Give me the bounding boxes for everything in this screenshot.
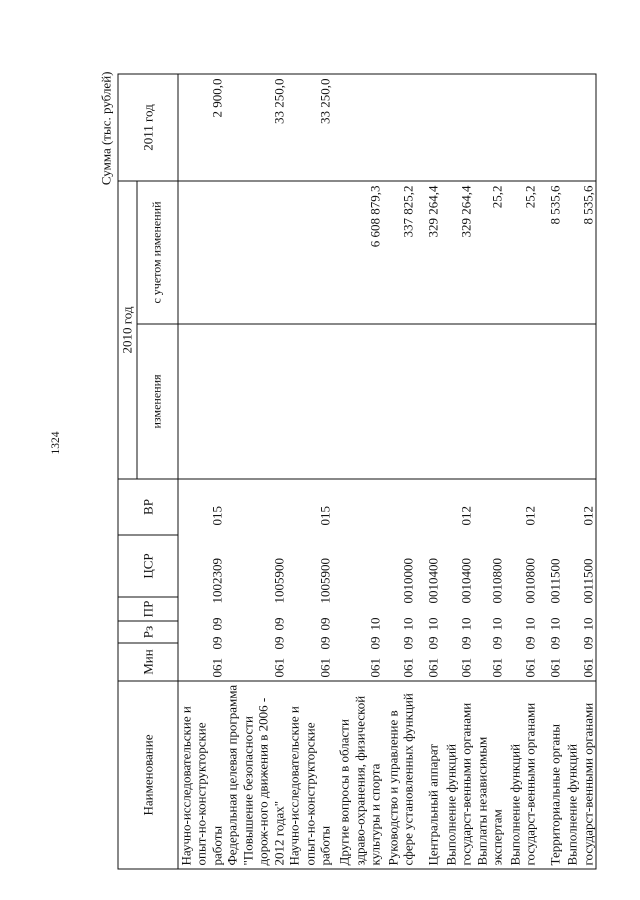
table-body xyxy=(178,74,597,869)
row-vr: 015 xyxy=(317,506,333,526)
row-vr xyxy=(271,501,287,526)
row-rz: 09 xyxy=(547,636,563,650)
row-changes xyxy=(383,324,416,479)
row-vr xyxy=(368,501,384,526)
row-min: 061 xyxy=(489,658,505,678)
row-csr: 1002309 xyxy=(209,558,224,604)
row-2011 xyxy=(538,74,563,181)
row-with-changes xyxy=(287,181,334,324)
row-vr xyxy=(401,501,417,526)
table-row xyxy=(333,74,383,869)
row-name: Руководство и управление в сфере установленных функций xyxy=(383,681,416,869)
row-codes xyxy=(416,479,441,681)
header-name: Наименование xyxy=(118,681,178,869)
row-vr: 015 xyxy=(209,506,224,526)
row-pr: 10 xyxy=(425,617,441,631)
row-min: 061 xyxy=(580,658,595,678)
row-vr xyxy=(426,501,442,526)
row-vr: 012 xyxy=(458,506,474,526)
table-row xyxy=(441,74,474,869)
row-name: Выполнение функций государст-венными органами xyxy=(505,681,538,869)
row-min: 061 xyxy=(400,658,416,678)
row-min: 061 xyxy=(547,658,563,678)
row-rz: 09 xyxy=(271,636,286,650)
budget-table xyxy=(118,74,597,870)
row-vr xyxy=(548,501,564,526)
row-with-changes: 6 608 879,3 xyxy=(333,181,383,324)
page-number: 1324 xyxy=(50,431,62,455)
row-name: Федеральная целевая программа "Повышение безопасности дорож-ного движения в 2006 - 2012 годах" xyxy=(225,681,287,869)
row-pr: 10 xyxy=(580,617,595,631)
row-name: Научно-исследовательские и опыт-но-конструкторские работы xyxy=(178,681,225,869)
row-pr: 10 xyxy=(489,617,505,631)
row-pr: 10 xyxy=(458,617,474,631)
row-csr: 0010800 xyxy=(522,558,538,604)
table-row xyxy=(178,74,225,869)
row-csr: 0010400 xyxy=(458,558,474,604)
row-min: 061 xyxy=(317,658,333,678)
row-csr: 0010000 xyxy=(400,558,416,604)
row-codes xyxy=(505,479,538,681)
budget-sheet xyxy=(98,70,595,870)
row-rz: 09 xyxy=(489,636,505,650)
row-2011 xyxy=(416,74,441,181)
row-changes xyxy=(178,324,225,479)
header-year-2010: 2010 год xyxy=(118,181,137,479)
row-codes xyxy=(474,479,505,681)
row-changes xyxy=(538,324,563,479)
row-changes xyxy=(287,324,334,479)
header-rz: Рз xyxy=(118,621,178,643)
row-min: 061 xyxy=(209,658,224,678)
row-csr: 1005900 xyxy=(271,558,286,604)
row-name: Выполнение функций государст-венными органами xyxy=(441,681,474,869)
header-csr: ЦСР xyxy=(118,535,178,597)
table-row xyxy=(538,74,563,869)
row-name: Территориальные органы xyxy=(538,681,563,869)
row-min: 061 xyxy=(522,658,538,678)
row-vr xyxy=(490,501,506,526)
row-pr: 09 xyxy=(209,617,224,631)
row-with-changes: 8 535,6 xyxy=(563,181,596,324)
row-min: 061 xyxy=(367,658,383,678)
row-changes xyxy=(416,324,441,479)
row-with-changes: 25,2 xyxy=(505,181,538,324)
row-with-changes: 329 264,4 xyxy=(441,181,474,324)
row-2011 xyxy=(505,74,538,181)
row-rz: 09 xyxy=(458,636,474,650)
row-2011 xyxy=(474,74,505,181)
row-codes xyxy=(287,479,334,681)
row-min: 061 xyxy=(425,658,441,678)
row-with-changes xyxy=(178,181,225,324)
table-row xyxy=(416,74,441,869)
units-caption: Сумма (тыс. рублей) xyxy=(98,71,114,186)
row-2011: 2 900,0 xyxy=(178,74,225,181)
row-pr: 10 xyxy=(547,617,563,631)
row-with-changes: 25,2 xyxy=(474,181,505,324)
row-rz: 09 xyxy=(400,636,416,650)
row-with-changes: 337 825,2 xyxy=(383,181,416,324)
row-changes xyxy=(505,324,538,479)
row-csr: 0011500 xyxy=(580,558,595,604)
row-name: Выплаты независимым экспертам xyxy=(474,681,505,869)
row-codes xyxy=(538,479,563,681)
row-with-changes xyxy=(225,181,287,324)
row-pr: 10 xyxy=(522,617,538,631)
row-csr: 1005900 xyxy=(317,558,333,604)
row-rz: 09 xyxy=(580,636,595,650)
header-changes: изменения xyxy=(137,324,178,479)
row-codes xyxy=(383,479,416,681)
row-name: Другие вопросы в области здраво-охранения, физической культуры и спорта xyxy=(333,681,383,869)
row-min: 061 xyxy=(458,658,474,678)
header-with-changes: с учетом изменений xyxy=(137,181,178,324)
row-2011 xyxy=(333,74,383,181)
row-vr: 012 xyxy=(580,506,595,526)
row-changes xyxy=(333,324,383,479)
row-2011: 33 250,0 xyxy=(225,74,287,181)
row-name: Центральный аппарат xyxy=(416,681,441,869)
row-csr: 0010800 xyxy=(489,558,505,604)
row-codes xyxy=(225,479,287,681)
row-rz: 09 xyxy=(317,636,333,650)
row-2011 xyxy=(383,74,416,181)
row-codes xyxy=(178,479,225,681)
row-codes xyxy=(563,479,596,681)
table-row xyxy=(225,74,287,869)
row-csr: 0010400 xyxy=(425,558,441,604)
row-2011 xyxy=(563,74,596,181)
row-rz: 09 xyxy=(522,636,538,650)
table-row xyxy=(505,74,538,869)
table-row xyxy=(287,74,334,869)
row-csr xyxy=(368,526,384,604)
row-rz: 09 xyxy=(209,636,224,650)
row-pr: 09 xyxy=(271,617,286,631)
row-pr: 10 xyxy=(400,617,416,631)
row-min: 061 xyxy=(271,658,286,678)
row-changes xyxy=(474,324,505,479)
header-year-2011: 2011 год xyxy=(118,74,178,181)
row-name: Научно-исследовательские и опыт-но-конструкторские работы xyxy=(287,681,334,869)
row-with-changes: 8 535,6 xyxy=(538,181,563,324)
row-codes xyxy=(333,479,383,681)
row-csr: 0011500 xyxy=(547,558,563,604)
table-row xyxy=(474,74,505,869)
table-row xyxy=(383,74,416,869)
row-vr: 012 xyxy=(522,506,538,526)
header-vr: ВР xyxy=(118,479,178,535)
row-changes xyxy=(441,324,474,479)
row-with-changes: 329 264,4 xyxy=(416,181,441,324)
header-pr: ПР xyxy=(118,597,178,621)
header-min: Мин xyxy=(118,643,178,681)
row-pr: 10 xyxy=(367,617,383,631)
row-2011: 33 250,0 xyxy=(287,74,334,181)
row-changes xyxy=(225,324,287,479)
row-pr: 09 xyxy=(317,617,333,631)
row-2011 xyxy=(441,74,474,181)
header-row-1 xyxy=(118,74,137,869)
row-rz: 09 xyxy=(425,636,441,650)
row-name: Выполнение функций государст-венными органами xyxy=(563,681,596,869)
row-codes xyxy=(441,479,474,681)
row-changes xyxy=(563,324,596,479)
row-rz: 09 xyxy=(367,636,383,650)
table-row xyxy=(563,74,596,869)
